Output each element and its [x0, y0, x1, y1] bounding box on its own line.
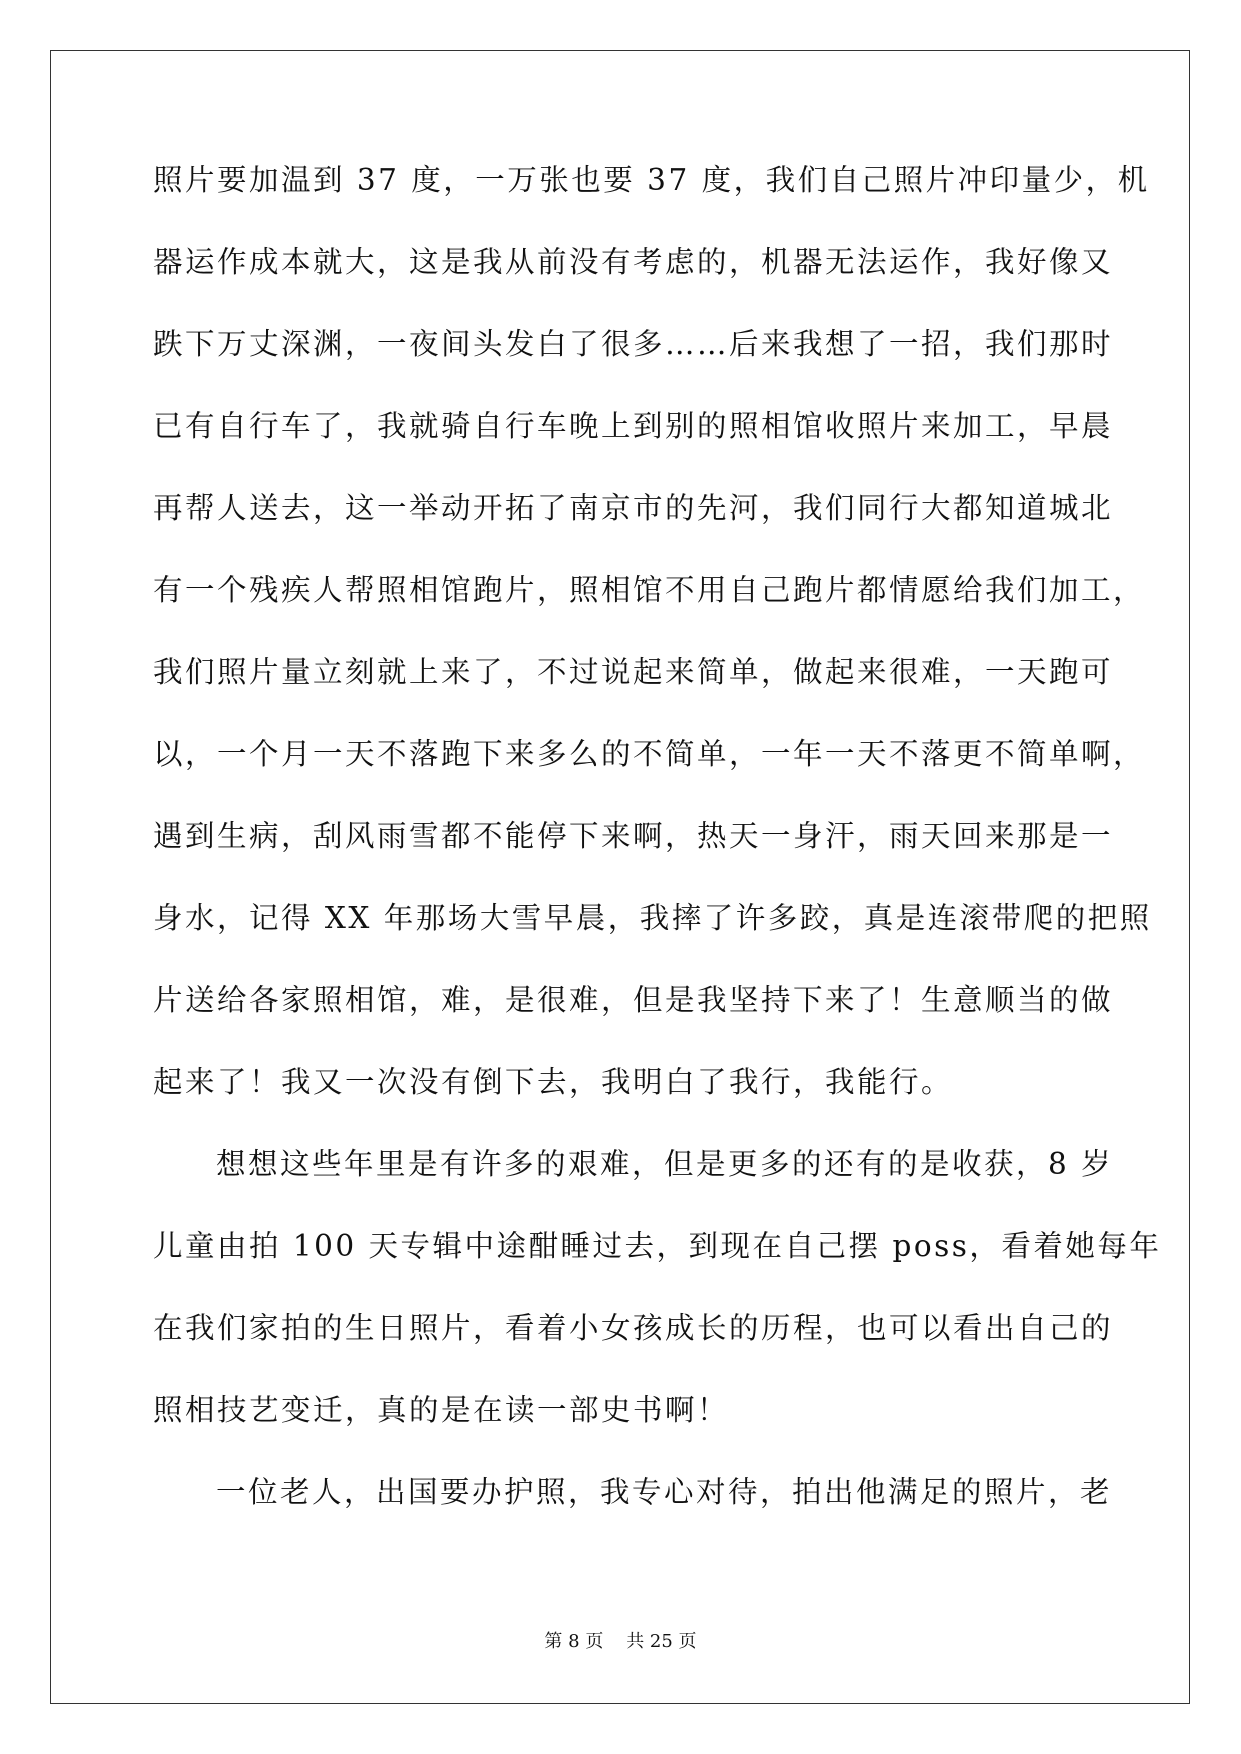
- page-footer: [0, 1630, 1241, 1654]
- text-line: 器运作成本就大，这是我从前没有考虑的，机器无法运作，我好像又: [153, 245, 1114, 279]
- document-body: [153, 160, 1162, 1554]
- text-line: 有一个残疾人帮照相馆跑片，照相馆不用自己跑片都情愿给我们加工，: [153, 573, 1146, 607]
- text-line: 再帮人送去，这一举动开拓了南京市的先河，我们同行大都知道城北: [153, 491, 1114, 525]
- text-line: 以，一个月一天不落跑下来多么的不简单，一年一天不落更不简单啊，: [153, 737, 1146, 771]
- text-line: 一位老人，出国要办护照，我专心对待，拍出他满足的照片，老: [216, 1475, 1113, 1509]
- text-line: 儿童由拍 100 天专辑中途酣睡过去，到现在自己摆 poss，看着她每年: [153, 1229, 1162, 1263]
- text-line: 已有自行车了，我就骑自行车晚上到别的照相馆收照片来加工，早晨: [153, 409, 1114, 443]
- text-line: 身水，记得 XX 年那场大雪早晨，我摔了许多跤，真是连滚带爬的把照: [153, 901, 1152, 935]
- text-line: 想想这些年里是有许多的艰难，但是更多的还有的是收获，8 岁: [216, 1147, 1114, 1181]
- text-line: 跌下万丈深渊，一夜间头发白了很多……后来我想了一招，我们那时: [153, 327, 1114, 361]
- text-line: 遇到生病，刮风雨雪都不能停下来啊，热天一身汗，雨天回来那是一: [153, 819, 1114, 853]
- text-line: 片送给各家照相馆，难，是很难，但是我坚持下来了！生意顺当的做: [153, 983, 1114, 1017]
- text-line: 照相技艺变迁，真的是在读一部史书啊！: [153, 1393, 730, 1427]
- text-line: 在我们家拍的生日照片，看着小女孩成长的历程，也可以看出自己的: [153, 1311, 1114, 1345]
- page-number-label: 第 8 页 共 25 页: [544, 1631, 697, 1652]
- text-line: 我们照片量立刻就上来了，不过说起来简单，做起来很难，一天跑可: [153, 655, 1114, 689]
- text-line: 照片要加温到 37 度，一万张也要 37 度，我们自己照片冲印量少，机: [153, 163, 1150, 197]
- text-line: 起来了！我又一次没有倒下去，我明白了我行，我能行。: [153, 1065, 954, 1099]
